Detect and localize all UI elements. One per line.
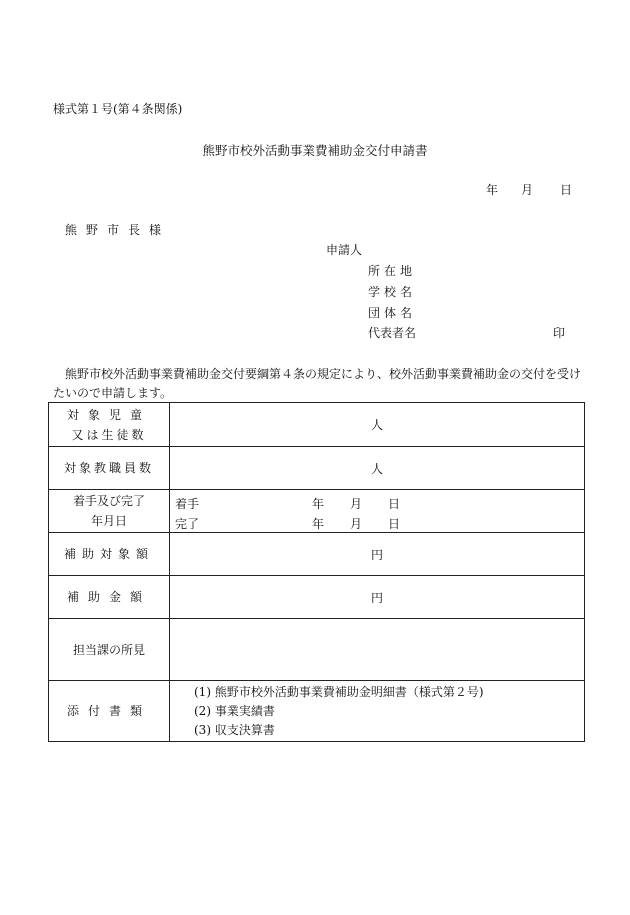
period-start-day: 日	[388, 497, 401, 511]
subsidy-amount-value-cell[interactable]	[170, 576, 585, 619]
attachments-label: 添付書類	[49, 681, 170, 742]
applicant-representative-label: 代表者名	[368, 326, 417, 340]
addressee: 熊野市長様	[65, 223, 171, 237]
staff-unit: 人	[370, 461, 383, 476]
attachment-item: (2) 事業実績書	[194, 703, 275, 718]
application-table	[48, 402, 585, 742]
subsidy-target-value-cell[interactable]	[170, 533, 585, 576]
students-label	[49, 403, 170, 447]
row-subsidy-amount	[49, 576, 585, 619]
period-label	[49, 490, 170, 533]
period-start-label: 着手	[175, 497, 200, 511]
students-label-line2: 又は生徒数	[71, 427, 147, 442]
staff-value-cell[interactable]	[170, 447, 585, 490]
period-end-day: 日	[388, 517, 401, 531]
students-label-line1: 対象児童	[66, 407, 151, 422]
period-start-year: 年	[312, 497, 325, 511]
row-students	[49, 403, 585, 447]
application-statement: 熊野市校外活動事業費補助金交付要綱第４条の規定により、校外活動事業費補助金の交付を受けたいので申請します。	[53, 367, 582, 400]
date-year-label: 年	[486, 183, 499, 197]
row-period	[49, 490, 585, 533]
period-start-month: 月	[350, 497, 363, 511]
period-end-month: 月	[350, 517, 363, 531]
period-end-year: 年	[312, 517, 325, 531]
applicant-address-label: 所在地	[368, 264, 417, 278]
period-end-label: 完了	[175, 517, 200, 531]
period-label-line2: 年月日	[90, 514, 127, 528]
subsidy-target-unit: 円	[370, 547, 383, 562]
row-attachments	[49, 681, 585, 742]
staff-label: 対象教職員数	[49, 447, 170, 490]
subsidy-target-label: 補助対象額	[49, 533, 170, 576]
applicant-label: 申請人	[326, 243, 363, 257]
students-unit: 人	[370, 418, 383, 432]
row-subsidy-target	[49, 533, 585, 576]
seal-mark: 印	[553, 326, 566, 340]
subsidy-amount-label: 補助金額	[49, 576, 170, 619]
subsidy-amount-unit: 円	[370, 590, 383, 605]
period-start-line	[170, 491, 584, 511]
opinion-label: 担当課の所見	[49, 619, 170, 681]
attachment-item: (3) 収支決算書	[194, 722, 275, 737]
date-day-label: 日	[560, 183, 573, 197]
period-end-line	[170, 511, 584, 531]
attachments-list	[170, 681, 585, 742]
attachment-item: (1) 熊野市校外活動事業費補助金明細書（様式第２号)	[194, 684, 484, 699]
form-number: 様式第１号(第４条関係)	[53, 102, 183, 116]
date-month-label: 月	[521, 183, 534, 197]
applicant-group-label: 団体名	[368, 306, 417, 320]
document-title: 熊野市校外活動事業費補助金交付申請書	[202, 143, 428, 158]
period-label-line1: 着手及び完了	[72, 494, 145, 508]
row-staff	[49, 447, 585, 490]
students-value-cell[interactable]	[170, 403, 585, 447]
period-value-cell[interactable]	[170, 490, 585, 533]
opinion-value-cell[interactable]	[170, 619, 585, 681]
applicant-school-label: 学校名	[368, 285, 417, 299]
row-opinion	[49, 619, 585, 681]
